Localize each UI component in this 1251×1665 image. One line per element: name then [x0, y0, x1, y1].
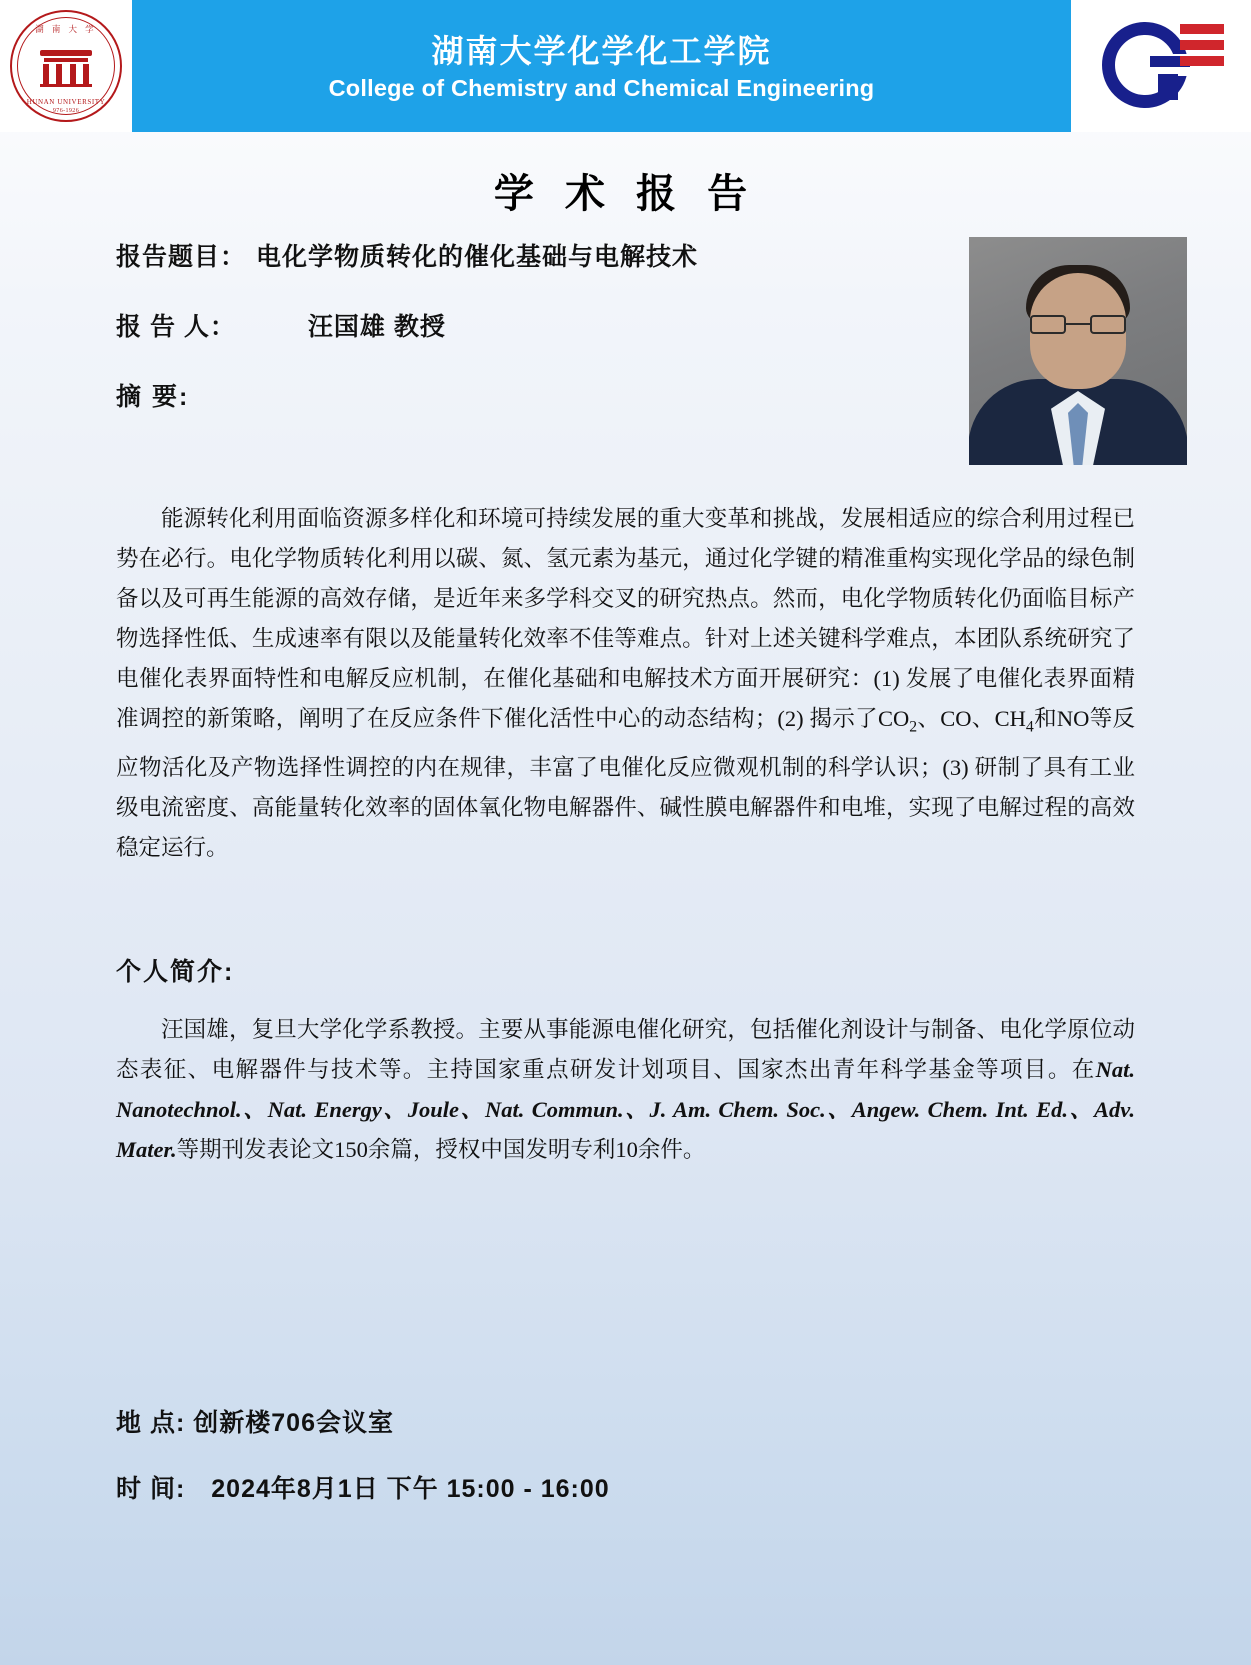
location-row: [116, 1403, 610, 1439]
seal-top-text: 湖 南 大 学: [35, 24, 97, 34]
university-seal-logo: [0, 0, 132, 132]
bio-paragraph: [116, 1010, 1135, 1170]
seal-year-text: 976-1926: [52, 108, 80, 114]
abstract-text-part-1: 能源转化利用面临资源多样化和环境可持续发展的重大变革和挑战，发展相适应的综合利用过程已势在必行。电化学物质转化利用以碳、氮、氢元素为基元，通过化学键的精准重构实现化学品的绿色制备以及可再生能源的高效存储，是近年来多学科交叉的研究热点。然而，电化学物质转化仍面临目标产物选择性低、生成速率有限以及能量转化效率不佳等难点。针对上述关键科学难点，本团队系统研究了电催化表界面特性和电解反应机制，在催化基础和电解技术方面开展研究：(1) 发展了电催化表界面精准调控的新策略，阐明了在反应条件下催化活性中心的动态结构；(2) 揭示了CO: [116, 506, 1135, 731]
abstract-text-part-2: 、CO、CH: [917, 706, 1026, 731]
bio-text-part-1: 汪国雄，复旦大学化学系教授。主要从事能源电催化研究，包括催化剂设计与制备、电化学原位动态表征、电解器件与技术等。主持国家重点研发计划项目、国家杰出青年科学基金等项目。在: [116, 1016, 1135, 1082]
page-header: [0, 0, 1251, 132]
college-logo: [1071, 0, 1251, 132]
time-label: 时 间:: [116, 1475, 186, 1503]
speaker-portrait: [969, 237, 1187, 465]
seal-gate-graphic: [40, 50, 92, 84]
seal-bottom-text: HUNAN UNIVERSITY: [26, 98, 106, 106]
location-value: 创新楼706会议室: [193, 1409, 394, 1437]
abstract-text-part-3: 和NO等反应物活化及产物选择性调控的内在规律，丰富了电催化反应微观机制的科学认识；(3) 研制了具有工业级电流密度、高能量转化效率的固体氧化物电解器件、碱性膜电解器件和电堆，实现了电解过程的高效稳定运行。: [116, 706, 1136, 860]
poster-body: [0, 162, 1251, 1170]
ch4-subscript: 4: [1025, 718, 1034, 736]
bio-text-part-2: 等期刊发表论文150余篇，授权中国发明专利10余件。: [176, 1136, 706, 1162]
header-title-en: College of Chemistry and Chemical Engineering: [328, 74, 875, 101]
meta-section: [60, 237, 1191, 477]
glasses-icon: [1028, 315, 1128, 335]
college-logo-icon: [1096, 12, 1226, 120]
time-value: 2024年8月1日 下午 15:00 - 16:00: [211, 1475, 610, 1503]
topic-label: 报告题目：: [116, 243, 247, 271]
speaker-label: 报 告 人：: [116, 313, 236, 341]
header-title-cn: 湖南大学化学化工学院: [431, 32, 772, 69]
time-row: [116, 1469, 610, 1505]
hunan-university-seal-icon: [10, 10, 122, 122]
bio-journal-list: Nat. Nanotechnol.、Nat. Energy、Joule、Nat. Commun.、J. Am. Chem. Soc.、Angew. Chem. Int. Ed.、Adv. Mater.: [116, 1056, 1135, 1162]
co2-subscript: 2: [909, 718, 918, 736]
speaker-value: 汪国雄 教授: [307, 313, 446, 341]
location-label: 地 点:: [116, 1409, 186, 1437]
event-details: [60, 1403, 610, 1535]
header-title-band: [132, 0, 1071, 132]
abstract-paragraph: [116, 499, 1135, 868]
page-title: 学 术 报 告: [493, 172, 758, 216]
abstract-label: 摘 要:: [116, 383, 190, 411]
bio-label: 个人简介:: [116, 957, 235, 986]
topic-value: 电化学物质转化的催化基础与电解技术: [256, 243, 699, 271]
